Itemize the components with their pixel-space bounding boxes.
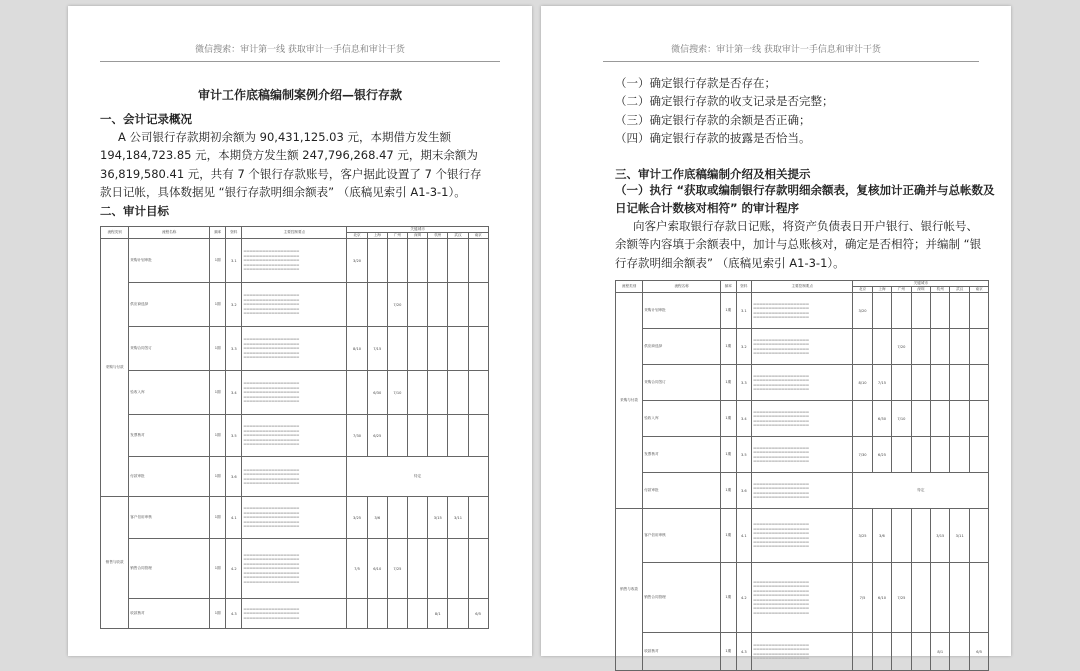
column-header: 北京 xyxy=(347,233,367,239)
row-group-label: 销售与收款 xyxy=(101,497,129,629)
control-points xyxy=(752,401,853,437)
para-line: 36,819,580.41 元，共有 7 个银行存款账号，客户据此设置了 7 个银行存 xyxy=(100,166,482,181)
document-title: 审计工作底稿编制案例介绍—银行存款 xyxy=(197,88,402,102)
date-cell xyxy=(428,283,448,327)
table-row xyxy=(616,633,1005,671)
date-cell: 3/25 xyxy=(347,497,367,539)
subheading-line: （一）执行 “获取或编制银行存款明细余额表，复核加计正确并与总帐数及 xyxy=(615,183,995,197)
date-cell: 7/25 xyxy=(387,539,407,599)
column-header: 资料 xyxy=(226,227,242,239)
date-cell xyxy=(931,365,950,401)
control-points xyxy=(752,633,853,671)
date-cell xyxy=(911,401,930,437)
date-cell xyxy=(969,509,988,563)
date-cell xyxy=(387,415,407,457)
date-cell xyxy=(428,327,448,371)
date-cell: 3/11 xyxy=(950,509,969,563)
date-cell: 3/20 xyxy=(347,239,367,283)
column-header: 武汉 xyxy=(950,287,969,293)
illegible-text: ▬▬▬▬▬▬▬▬▬▬▬▬▬▬▬▬▬▬ ▬▬▬▬▬▬▬▬▬▬▬▬▬▬▬▬▬▬ ▬▬▬▬▬▬▬▬▬▬▬▬▬▬▬▬▬▬ ▬▬▬▬▬▬▬▬▬▬▬▬▬▬▬▬▬▬ xyxy=(753,409,809,427)
reference: 3.6 xyxy=(736,473,752,509)
table-row xyxy=(616,365,1005,401)
date-cell: 7/5 xyxy=(853,563,872,633)
table-row xyxy=(616,401,1005,437)
process-name: 收款核对 xyxy=(643,633,721,671)
header-divider xyxy=(100,61,500,62)
date-cell xyxy=(931,293,950,329)
reference: 4.3 xyxy=(736,633,752,671)
frequency: 1期 xyxy=(210,283,226,327)
date-cell xyxy=(911,329,930,365)
illegible-text: ▬▬▬▬▬▬▬▬▬▬▬▬▬▬▬▬▬▬ ▬▬▬▬▬▬▬▬▬▬▬▬▬▬▬▬▬▬ ▬▬▬▬▬▬▬▬▬▬▬▬▬▬▬▬▬▬ ▬▬▬▬▬▬▬▬▬▬▬▬▬▬▬▬▬▬ ▬▬▬▬▬▬▬▬▬▬▬▬▬▬▬▬▬▬ xyxy=(243,424,300,447)
procedure-paragraph xyxy=(615,217,1010,272)
table-row xyxy=(101,497,505,539)
process-name: 收款核对 xyxy=(129,599,210,629)
date-cell: 3/25 xyxy=(853,509,872,563)
reference: 4.1 xyxy=(736,509,752,563)
page-header: 微信搜索：审计第一线 获取审计一手信息和审计干货 xyxy=(195,45,405,55)
date-cell: 7/20 xyxy=(892,329,911,365)
column-header: 上海 xyxy=(367,233,387,239)
date-cell: 6/25 xyxy=(367,415,387,457)
right-page xyxy=(541,6,1011,660)
reference: 3.4 xyxy=(736,401,752,437)
date-cell xyxy=(950,401,969,437)
reference: 3.2 xyxy=(226,283,242,327)
reference: 4.2 xyxy=(226,539,242,599)
para-line: 向客户索取银行存款日记账，将资产负债表日开户银行、银行帐号、 xyxy=(633,219,978,233)
table-row xyxy=(101,415,505,457)
date-cell xyxy=(408,599,428,629)
illegible-text: ▬▬▬▬▬▬▬▬▬▬▬▬▬▬▬▬▬▬ ▬▬▬▬▬▬▬▬▬▬▬▬▬▬▬▬▬▬ ▬▬▬▬▬▬▬▬▬▬▬▬▬▬▬▬▬▬ ▬▬▬▬▬▬▬▬▬▬▬▬▬▬▬▬▬▬ xyxy=(753,337,809,355)
date-cell: 6/5 xyxy=(969,633,988,671)
date-cell xyxy=(408,239,428,283)
subheading-line: 日记帐合计数核对相符” 的审计程序 xyxy=(615,201,800,216)
column-header: 流程类别 xyxy=(101,227,129,239)
para-line: 款日记帐，具体数据见 “银行存款明细余额表” （底稿见索引 A1-3-1）。 xyxy=(100,185,466,200)
table-row xyxy=(101,539,505,599)
frequency: 1期 xyxy=(721,633,737,671)
objective-item: （二）确定银行存款的收支记录是否完整； xyxy=(615,94,834,109)
frequency: 1期 xyxy=(210,599,226,629)
date-cell xyxy=(448,239,468,283)
process-name: 验收入库 xyxy=(129,371,210,415)
date-cell xyxy=(448,599,468,629)
date-cell xyxy=(468,539,488,599)
date-cell xyxy=(931,329,950,365)
date-cell xyxy=(428,371,448,415)
date-cell xyxy=(408,283,428,327)
date-cell xyxy=(969,563,988,633)
para-line: 194,184,723.85 元，本期贷方发生额 247,796,268.47 元，期末余额为 xyxy=(100,148,478,163)
illegible-text: ▬▬▬▬▬▬▬▬▬▬▬▬▬▬▬▬▬▬ ▬▬▬▬▬▬▬▬▬▬▬▬▬▬▬▬▬▬ ▬▬▬▬▬▬▬▬▬▬▬▬▬▬▬▬▬▬ ▬▬▬▬▬▬▬▬▬▬▬▬▬▬▬▬▬▬ ▬▬▬▬▬▬▬▬▬▬▬▬▬▬▬▬▬▬ xyxy=(243,293,300,316)
column-header: 主要控制要点 xyxy=(752,281,853,293)
control-points xyxy=(242,371,347,415)
frequency: 1期 xyxy=(210,239,226,283)
control-points xyxy=(752,473,853,509)
objectives-list xyxy=(615,74,834,148)
date-cell xyxy=(367,599,387,629)
control-points xyxy=(242,283,347,327)
reference: 3.5 xyxy=(226,415,242,457)
control-points xyxy=(752,437,853,473)
frequency: 1期 xyxy=(210,457,226,497)
column-header: 上海 xyxy=(872,287,891,293)
illegible-text: ▬▬▬▬▬▬▬▬▬▬▬▬▬▬▬▬▬▬ ▬▬▬▬▬▬▬▬▬▬▬▬▬▬▬▬▬▬ ▬▬▬▬▬▬▬▬▬▬▬▬▬▬▬▬▬▬ ▬▬▬▬▬▬▬▬▬▬▬▬▬▬▬▬▬▬ ▬▬▬▬▬▬▬▬▬▬▬▬▬▬▬▬▬▬ ▬▬▬▬▬▬▬▬▬▬▬▬▬▬▬▬▬▬ xyxy=(753,522,809,549)
objective-item: （一）确定银行存款是否存在； xyxy=(615,76,776,90)
control-points xyxy=(752,563,853,633)
left-page xyxy=(68,6,532,656)
table-row xyxy=(616,563,1005,633)
illegible-text: ▬▬▬▬▬▬▬▬▬▬▬▬▬▬▬▬▬▬ ▬▬▬▬▬▬▬▬▬▬▬▬▬▬▬▬▬▬ ▬▬▬▬▬▬▬▬▬▬▬▬▬▬▬▬▬▬ xyxy=(243,606,300,620)
date-cell xyxy=(969,365,988,401)
reference: 3.1 xyxy=(736,293,752,329)
date-cell: 8/10 xyxy=(347,327,367,371)
process-name: 销售合同管理 xyxy=(129,539,210,599)
date-cell xyxy=(853,329,872,365)
frequency: 1期 xyxy=(721,473,737,509)
process-name: 采购计划审批 xyxy=(129,239,210,283)
date-cell xyxy=(911,293,930,329)
table-row xyxy=(101,239,505,283)
objective-item: （四）确定银行存款的披露是否恰当。 xyxy=(615,131,811,146)
date-cell: 7/20 xyxy=(387,283,407,327)
section-heading-accounting-records: 一、会计记录概况 xyxy=(100,112,192,126)
column-header: 深圳 xyxy=(408,233,428,239)
column-header: 北京 xyxy=(853,287,872,293)
date-cell xyxy=(428,239,448,283)
reference: 4.2 xyxy=(736,563,752,633)
date-cell: 6/10 xyxy=(367,539,387,599)
date-cell: 3/6 xyxy=(872,509,891,563)
date-cell xyxy=(911,633,930,671)
illegible-text: ▬▬▬▬▬▬▬▬▬▬▬▬▬▬▬▬▬▬ ▬▬▬▬▬▬▬▬▬▬▬▬▬▬▬▬▬▬ ▬▬▬▬▬▬▬▬▬▬▬▬▬▬▬▬▬▬ ▬▬▬▬▬▬▬▬▬▬▬▬▬▬▬▬▬▬ xyxy=(753,301,809,319)
illegible-text: ▬▬▬▬▬▬▬▬▬▬▬▬▬▬▬▬▬▬ ▬▬▬▬▬▬▬▬▬▬▬▬▬▬▬▬▬▬ ▬▬▬▬▬▬▬▬▬▬▬▬▬▬▬▬▬▬ ▬▬▬▬▬▬▬▬▬▬▬▬▬▬▬▬▬▬ xyxy=(753,642,809,660)
date-cell xyxy=(853,633,872,671)
illegible-text: ▬▬▬▬▬▬▬▬▬▬▬▬▬▬▬▬▬▬ ▬▬▬▬▬▬▬▬▬▬▬▬▬▬▬▬▬▬ ▬▬▬▬▬▬▬▬▬▬▬▬▬▬▬▬▬▬ ▬▬▬▬▬▬▬▬▬▬▬▬▬▬▬▬▬▬ ▬▬▬▬▬▬▬▬▬▬▬▬▬▬▬▬▬▬ xyxy=(243,337,300,360)
column-header: 南京 xyxy=(969,287,988,293)
control-points xyxy=(242,599,347,629)
control-points xyxy=(752,293,853,329)
date-cell: 7/10 xyxy=(387,371,407,415)
illegible-text: ▬▬▬▬▬▬▬▬▬▬▬▬▬▬▬▬▬▬ ▬▬▬▬▬▬▬▬▬▬▬▬▬▬▬▬▬▬ ▬▬▬▬▬▬▬▬▬▬▬▬▬▬▬▬▬▬ ▬▬▬▬▬▬▬▬▬▬▬▬▬▬▬▬▬▬ xyxy=(753,445,809,463)
date-cell xyxy=(408,415,428,457)
date-cell: 7/30 xyxy=(853,437,872,473)
column-header: 流程名称 xyxy=(643,281,721,293)
date-cell: 6/30 xyxy=(367,371,387,415)
date-cell xyxy=(387,239,407,283)
process-name: 采购计划审批 xyxy=(643,293,721,329)
date-cell xyxy=(969,437,988,473)
column-header: 流程类别 xyxy=(616,281,643,293)
date-cell: 6/25 xyxy=(872,437,891,473)
date-cell xyxy=(969,329,988,365)
process-name: 采购合同签订 xyxy=(129,327,210,371)
date-cell xyxy=(950,563,969,633)
control-points xyxy=(242,457,347,497)
date-cell xyxy=(872,329,891,365)
reference: 3.3 xyxy=(736,365,752,401)
date-cell xyxy=(872,633,891,671)
table-row xyxy=(101,327,505,371)
table-row xyxy=(101,371,505,415)
reference: 3.4 xyxy=(226,371,242,415)
date-cell xyxy=(950,365,969,401)
date-cell xyxy=(468,283,488,327)
reference: 3.3 xyxy=(226,327,242,371)
illegible-text: ▬▬▬▬▬▬▬▬▬▬▬▬▬▬▬▬▬▬ ▬▬▬▬▬▬▬▬▬▬▬▬▬▬▬▬▬▬ ▬▬▬▬▬▬▬▬▬▬▬▬▬▬▬▬▬▬ ▬▬▬▬▬▬▬▬▬▬▬▬▬▬▬▬▬▬ ▬▬▬▬▬▬▬▬▬▬▬▬▬▬▬▬▬▬ xyxy=(243,506,300,529)
date-cell: 3/15 xyxy=(931,509,950,563)
date-cell xyxy=(468,415,488,457)
date-cell xyxy=(911,437,930,473)
illegible-text: ▬▬▬▬▬▬▬▬▬▬▬▬▬▬▬▬▬▬ ▬▬▬▬▬▬▬▬▬▬▬▬▬▬▬▬▬▬ ▬▬▬▬▬▬▬▬▬▬▬▬▬▬▬▬▬▬ ▬▬▬▬▬▬▬▬▬▬▬▬▬▬▬▬▬▬ xyxy=(753,373,809,391)
date-cell xyxy=(387,497,407,539)
date-cell: 7/5 xyxy=(347,539,367,599)
illegible-text: ▬▬▬▬▬▬▬▬▬▬▬▬▬▬▬▬▬▬ ▬▬▬▬▬▬▬▬▬▬▬▬▬▬▬▬▬▬ ▬▬▬▬▬▬▬▬▬▬▬▬▬▬▬▬▬▬ ▬▬▬▬▬▬▬▬▬▬▬▬▬▬▬▬▬▬ ▬▬▬▬▬▬▬▬▬▬▬▬▬▬▬▬▬▬ ▬▬▬▬▬▬▬▬▬▬▬▬▬▬▬▬▬▬ ▬▬▬▬▬▬▬▬▬▬▬▬▬▬▬▬▬▬ xyxy=(243,553,300,584)
date-cell: 7/15 xyxy=(872,365,891,401)
control-points xyxy=(242,539,347,599)
date-cell xyxy=(911,509,930,563)
audit-schedule-table xyxy=(615,280,1005,671)
table-row xyxy=(101,283,505,327)
date-cell: 7/30 xyxy=(347,415,367,457)
date-cell xyxy=(892,437,911,473)
column-header: 流程名称 xyxy=(129,227,210,239)
date-cell xyxy=(448,539,468,599)
control-points xyxy=(242,497,347,539)
table-row xyxy=(616,473,1005,509)
header-divider xyxy=(603,61,979,62)
date-cell: 8/1 xyxy=(931,633,950,671)
column-header: 杭州 xyxy=(428,233,448,239)
illegible-text: ▬▬▬▬▬▬▬▬▬▬▬▬▬▬▬▬▬▬ ▬▬▬▬▬▬▬▬▬▬▬▬▬▬▬▬▬▬ ▬▬▬▬▬▬▬▬▬▬▬▬▬▬▬▬▬▬ ▬▬▬▬▬▬▬▬▬▬▬▬▬▬▬▬▬▬ ▬▬▬▬▬▬▬▬▬▬▬▬▬▬▬▬▬▬ xyxy=(243,249,300,272)
date-cell xyxy=(950,293,969,329)
table-row xyxy=(101,457,505,497)
date-cell xyxy=(468,371,488,415)
process-name: 客户信用审核 xyxy=(643,509,721,563)
column-header: 广州 xyxy=(892,287,911,293)
date-cell: 6/30 xyxy=(872,401,891,437)
control-points xyxy=(242,327,347,371)
control-points xyxy=(752,509,853,563)
column-header: 深圳 xyxy=(911,287,930,293)
date-cell xyxy=(892,633,911,671)
process-name: 发票核对 xyxy=(643,437,721,473)
date-cell xyxy=(347,283,367,327)
reference: 3.2 xyxy=(736,329,752,365)
frequency: 1期 xyxy=(210,415,226,457)
column-header: 主要控制要点 xyxy=(242,227,347,239)
date-cell xyxy=(969,401,988,437)
table-row xyxy=(616,293,1005,329)
page-header: 微信搜索：审计第一线 获取审计一手信息和审计干货 xyxy=(671,45,881,55)
date-cell xyxy=(911,365,930,401)
date-cell: 6/5 xyxy=(468,599,488,629)
frequency: 1期 xyxy=(721,365,737,401)
date-cell xyxy=(408,371,428,415)
date-cell xyxy=(387,327,407,371)
column-header: 广州 xyxy=(387,233,407,239)
reference: 3.6 xyxy=(226,457,242,497)
procedure-subheading xyxy=(615,181,1005,218)
date-cell xyxy=(468,327,488,371)
process-name: 销售合同管理 xyxy=(643,563,721,633)
control-points xyxy=(752,329,853,365)
date-cell xyxy=(931,401,950,437)
date-cell xyxy=(853,401,872,437)
table-row xyxy=(616,437,1005,473)
column-header: 频率 xyxy=(721,281,737,293)
date-cell xyxy=(892,293,911,329)
illegible-text: ▬▬▬▬▬▬▬▬▬▬▬▬▬▬▬▬▬▬ ▬▬▬▬▬▬▬▬▬▬▬▬▬▬▬▬▬▬ ▬▬▬▬▬▬▬▬▬▬▬▬▬▬▬▬▬▬ ▬▬▬▬▬▬▬▬▬▬▬▬▬▬▬▬▬▬ ▬▬▬▬▬▬▬▬▬▬▬▬▬▬▬▬▬▬ xyxy=(243,381,300,404)
date-cell xyxy=(931,563,950,633)
date-cell xyxy=(408,497,428,539)
note-cell: 待定 xyxy=(853,473,989,509)
process-name: 验收入库 xyxy=(643,401,721,437)
date-cell xyxy=(347,371,367,415)
row-group-label: 采购与付款 xyxy=(101,239,129,497)
section-heading-workpaper-intro: 三、审计工作底稿编制介绍及相关提示 xyxy=(615,167,811,181)
date-cell xyxy=(367,239,387,283)
date-cell: 3/15 xyxy=(428,497,448,539)
date-cell xyxy=(468,239,488,283)
illegible-text: ▬▬▬▬▬▬▬▬▬▬▬▬▬▬▬▬▬▬ ▬▬▬▬▬▬▬▬▬▬▬▬▬▬▬▬▬▬ ▬▬▬▬▬▬▬▬▬▬▬▬▬▬▬▬▬▬ ▬▬▬▬▬▬▬▬▬▬▬▬▬▬▬▬▬▬ ▬▬▬▬▬▬▬▬▬▬▬▬▬▬▬▬▬▬ ▬▬▬▬▬▬▬▬▬▬▬▬▬▬▬▬▬▬ ▬▬▬▬▬▬▬▬▬▬▬▬▬▬▬▬▬▬ ▬▬▬▬▬▬▬▬▬▬▬▬▬▬▬▬▬▬ xyxy=(753,579,809,615)
column-header: 南京 xyxy=(468,233,488,239)
date-cell xyxy=(892,509,911,563)
date-cell: 7/15 xyxy=(367,327,387,371)
date-cell: 3/20 xyxy=(853,293,872,329)
date-cell xyxy=(911,563,930,633)
illegible-text: ▬▬▬▬▬▬▬▬▬▬▬▬▬▬▬▬▬▬ ▬▬▬▬▬▬▬▬▬▬▬▬▬▬▬▬▬▬ ▬▬▬▬▬▬▬▬▬▬▬▬▬▬▬▬▬▬ ▬▬▬▬▬▬▬▬▬▬▬▬▬▬▬▬▬▬ xyxy=(243,467,300,485)
frequency: 1期 xyxy=(210,371,226,415)
control-points xyxy=(752,365,853,401)
para-line: A 公司银行存款期初余额为 90,431,125.03 元，本期借方发生额 xyxy=(118,130,451,144)
date-cell xyxy=(950,329,969,365)
frequency: 1期 xyxy=(721,509,737,563)
date-cell: 7/10 xyxy=(892,401,911,437)
reference: 4.3 xyxy=(226,599,242,629)
accounting-records-paragraph xyxy=(100,128,510,202)
illegible-text: ▬▬▬▬▬▬▬▬▬▬▬▬▬▬▬▬▬▬ ▬▬▬▬▬▬▬▬▬▬▬▬▬▬▬▬▬▬ ▬▬▬▬▬▬▬▬▬▬▬▬▬▬▬▬▬▬ ▬▬▬▬▬▬▬▬▬▬▬▬▬▬▬▬▬▬ xyxy=(753,481,809,499)
process-name: 采购合同签订 xyxy=(643,365,721,401)
date-cell: 7/25 xyxy=(892,563,911,633)
date-cell xyxy=(408,539,428,599)
frequency: 1期 xyxy=(721,563,737,633)
section-heading-audit-objectives: 二、审计目标 xyxy=(100,204,169,218)
process-name: 供应商选择 xyxy=(129,283,210,327)
table-row xyxy=(616,329,1005,365)
reference: 3.1 xyxy=(226,239,242,283)
date-cell: 3/11 xyxy=(448,497,468,539)
column-header: 武汉 xyxy=(448,233,468,239)
date-cell xyxy=(367,283,387,327)
date-cell xyxy=(950,633,969,671)
para-line: 余额等内容填于余额表中，加计与总账核对，确定是否相符；并编制 “银 xyxy=(615,237,982,252)
date-cell xyxy=(347,599,367,629)
frequency: 1期 xyxy=(210,327,226,371)
audit-schedule-table xyxy=(100,226,505,629)
date-cell xyxy=(448,283,468,327)
control-points xyxy=(242,415,347,457)
table-row xyxy=(616,509,1005,563)
objective-item: （三）确定银行存款的余额是否正确； xyxy=(615,112,811,127)
column-header: 频率 xyxy=(210,227,226,239)
process-name: 付款审批 xyxy=(643,473,721,509)
frequency: 1期 xyxy=(210,497,226,539)
frequency: 1期 xyxy=(721,293,737,329)
process-name: 发票核对 xyxy=(129,415,210,457)
column-header: 关键城市 xyxy=(853,281,989,287)
row-group-label: 采购与付款 xyxy=(616,293,643,509)
frequency: 1期 xyxy=(210,539,226,599)
date-cell xyxy=(872,293,891,329)
table-row xyxy=(101,599,505,629)
date-cell xyxy=(408,327,428,371)
date-cell: 3/6 xyxy=(367,497,387,539)
reference: 4.1 xyxy=(226,497,242,539)
row-group-label: 销售与收款 xyxy=(616,509,643,671)
note-cell: 待定 xyxy=(347,457,488,497)
date-cell xyxy=(468,497,488,539)
process-name: 供应商选择 xyxy=(643,329,721,365)
date-cell xyxy=(950,437,969,473)
frequency: 1期 xyxy=(721,329,737,365)
date-cell: 8/10 xyxy=(853,365,872,401)
date-cell xyxy=(428,415,448,457)
date-cell xyxy=(931,437,950,473)
date-cell xyxy=(387,599,407,629)
date-cell: 6/10 xyxy=(872,563,891,633)
date-cell xyxy=(428,539,448,599)
column-header: 杭州 xyxy=(931,287,950,293)
frequency: 1期 xyxy=(721,401,737,437)
date-cell xyxy=(448,371,468,415)
process-name: 付款审批 xyxy=(129,457,210,497)
date-cell xyxy=(448,415,468,457)
control-points xyxy=(242,239,347,283)
date-cell xyxy=(448,327,468,371)
date-cell: 8/1 xyxy=(428,599,448,629)
frequency: 1期 xyxy=(721,437,737,473)
reference: 3.5 xyxy=(736,437,752,473)
column-header: 资料 xyxy=(736,281,752,293)
para-line: 行存款明细余额表” （底稿见索引 A1-3-1）。 xyxy=(615,255,845,270)
process-name: 客户信用审核 xyxy=(129,497,210,539)
date-cell xyxy=(892,365,911,401)
column-header: 关键城市 xyxy=(347,227,488,233)
date-cell xyxy=(969,293,988,329)
